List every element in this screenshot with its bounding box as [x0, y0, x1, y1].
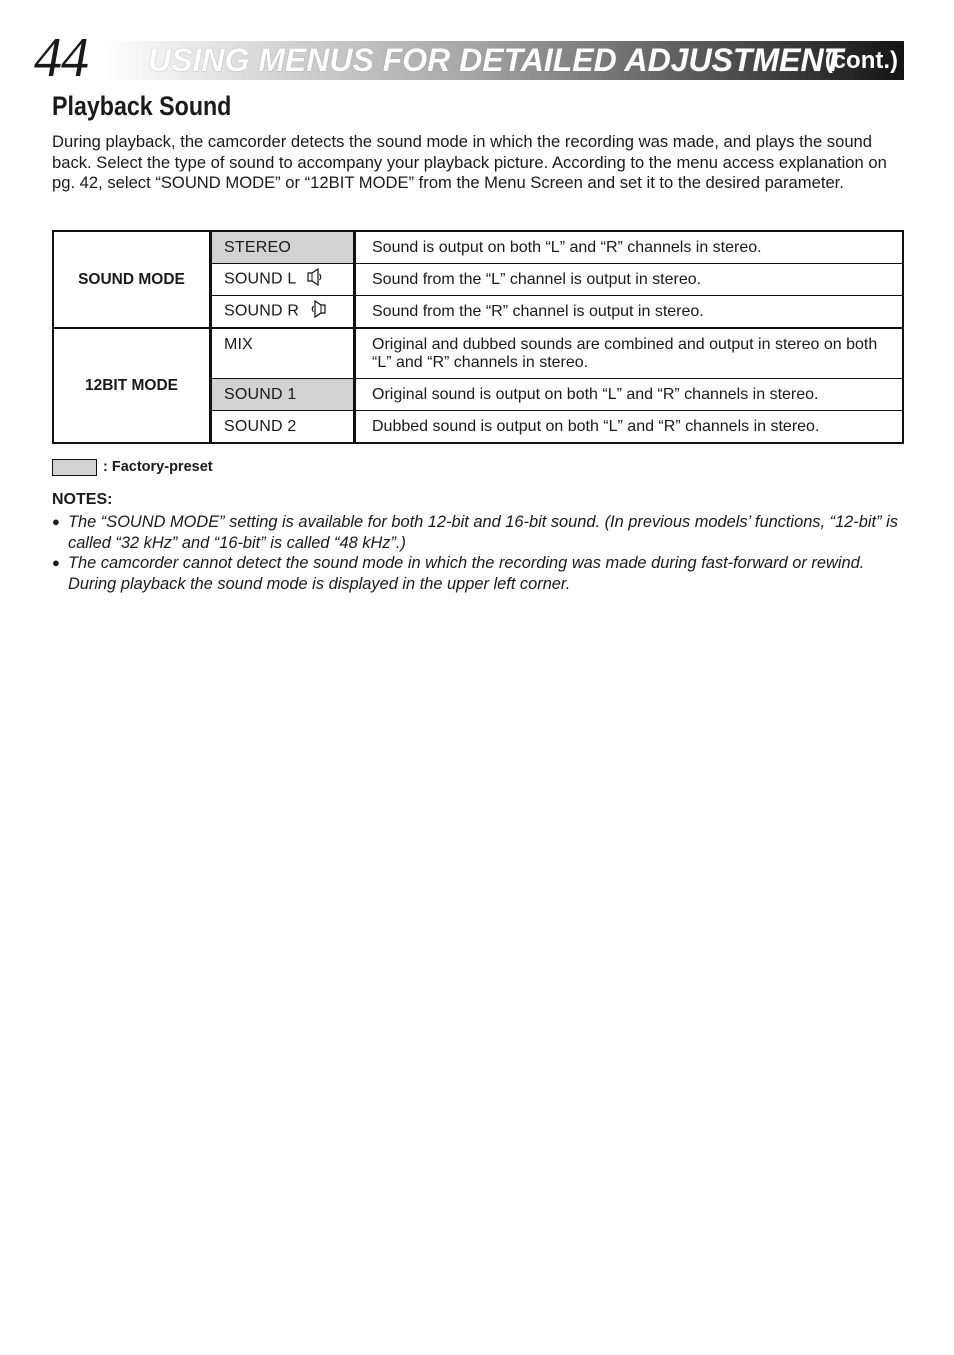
bullet-icon: ● — [52, 555, 60, 570]
notes-title: NOTES: — [52, 491, 113, 508]
bullet-icon: ● — [52, 514, 60, 529]
note-item — [52, 512, 907, 553]
option-sound-1 — [211, 379, 355, 411]
option-label: SOUND 2 — [224, 417, 297, 435]
description-stereo: Sound is output on both “L” and “R” channels in stereo. — [355, 231, 904, 264]
speaker-right-icon — [310, 300, 326, 323]
page-header — [34, 27, 904, 89]
mode-label-sound-mode: SOUND MODE — [53, 231, 211, 328]
option-label: SOUND 1 — [224, 385, 297, 403]
legend-label: : Factory-preset — [103, 459, 213, 475]
section-title: Playback Sound — [52, 91, 232, 121]
description-sound-l: Sound from the “L” channel is output in stereo. — [355, 264, 904, 296]
description-mix: Original and dubbed sounds are combined and output in stereo on both “L” and “R” channels in stereo. — [355, 328, 904, 379]
description-sound-2: Dubbed sound is output on both “L” and “R” channels in stereo. — [355, 411, 904, 444]
option-mix — [211, 328, 355, 379]
table-row — [53, 328, 903, 379]
note-item — [52, 553, 907, 594]
option-label: SOUND L — [224, 270, 296, 288]
sound-mode-table — [52, 230, 904, 444]
chapter-title-suffix: (cont.) — [824, 47, 898, 74]
note-text: The camcorder cannot detect the sound mode in which the recording was made during fast-forward or rewind. During playback the sound mode is displayed in the upper left corner. — [68, 554, 865, 593]
page-number: 44 — [34, 27, 88, 89]
option-label: STEREO — [224, 238, 291, 256]
table-row — [53, 231, 903, 264]
description-sound-r: Sound from the “R” channel is output in stereo. — [355, 296, 904, 329]
chapter-title: USING MENUS FOR DETAILED ADJUSTMENT — [148, 42, 844, 78]
option-label: MIX — [224, 336, 254, 353]
option-sound-2 — [211, 411, 355, 444]
description-sound-1: Original sound is output on both “L” and “R” channels in stereo. — [355, 379, 904, 411]
option-label: SOUND R — [224, 302, 300, 320]
mode-label-12bit-mode: 12BIT MODE — [53, 328, 211, 443]
option-sound-r — [211, 296, 355, 329]
option-sound-l — [211, 264, 355, 296]
intro-paragraph: During playback, the camcorder detects the sound mode in which the recording was made, and plays the sound back. Select the type of sound to accompany your playback picture. According to the menu access explanation on pg. 42, select “SOUND MODE” or “12BIT MODE” from the Menu Screen and set it to the desired parameter. — [52, 132, 887, 192]
option-stereo — [211, 231, 355, 264]
note-text: The “SOUND MODE” setting is available for both 12-bit and 16-bit sound. (In previous models’ functions, “12-bit” is called “32 kHz” and “16-bit” is called “48 kHz”.) — [68, 513, 898, 552]
speaker-left-icon — [307, 268, 323, 291]
preset-swatch — [52, 459, 97, 476]
